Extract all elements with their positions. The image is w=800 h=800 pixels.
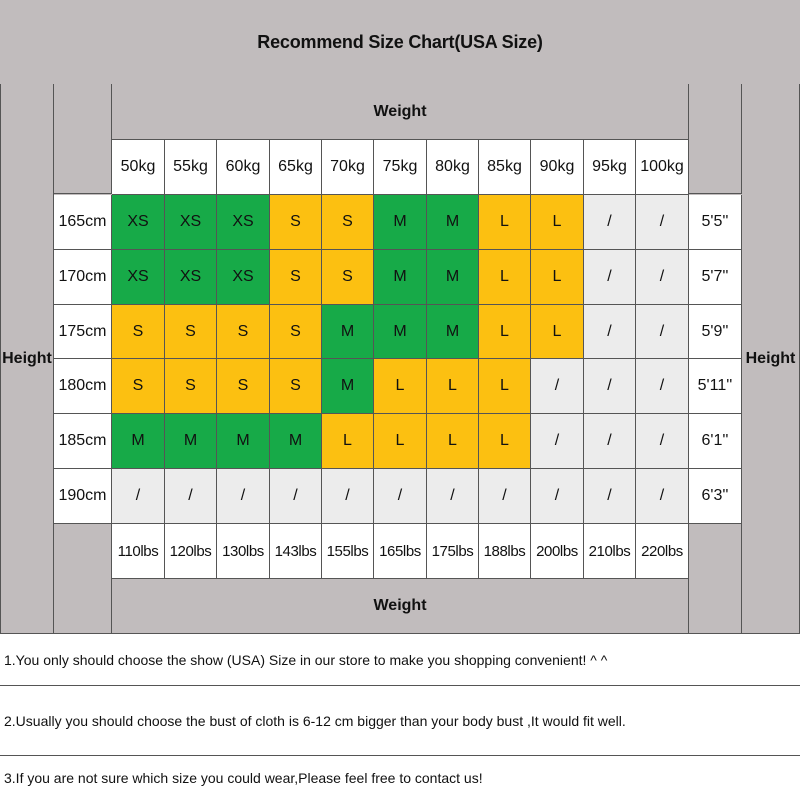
- height-ft-label: 5'11'': [689, 359, 742, 414]
- size-cell: L: [479, 305, 531, 359]
- size-cell: L: [479, 250, 531, 305]
- size-cell: S: [165, 359, 217, 414]
- size-cell: /: [270, 469, 322, 524]
- weight-lbs-label: 165lbs: [374, 524, 427, 579]
- size-cell: /: [636, 469, 689, 524]
- size-cell: L: [531, 250, 584, 305]
- size-cell: S: [322, 195, 374, 250]
- note-3: 3.If you are not sure which size you could wear,Please feel free to contact us!: [0, 756, 800, 800]
- note-1: 1.You only should choose the show (USA) Size in our store to make you shopping convenient! ^ ^: [0, 634, 800, 686]
- weight-kg-header: 80kg: [427, 140, 479, 195]
- size-cell: L: [374, 359, 427, 414]
- height-label-right: Height: [742, 84, 800, 634]
- size-cell: /: [584, 414, 636, 469]
- height-ft-label: 6'1'': [689, 414, 742, 469]
- height-cm-label: 165cm: [54, 195, 112, 250]
- size-cell: XS: [217, 195, 270, 250]
- size-cell: M: [165, 414, 217, 469]
- corner-top-left: [54, 84, 112, 194]
- size-cell: /: [112, 469, 165, 524]
- weight-kg-header: 60kg: [217, 140, 270, 195]
- weight-lbs-label: 143lbs: [270, 524, 322, 579]
- size-cell: XS: [112, 250, 165, 305]
- corner-top-right: [689, 84, 742, 194]
- size-cell: /: [584, 250, 636, 305]
- height-cm-label: 175cm: [54, 305, 112, 359]
- size-cell: /: [584, 359, 636, 414]
- weight-lbs-label: 130lbs: [217, 524, 270, 579]
- size-cell: L: [322, 414, 374, 469]
- size-cell: /: [584, 469, 636, 524]
- size-cell: /: [217, 469, 270, 524]
- size-cell: XS: [165, 195, 217, 250]
- size-cell: M: [217, 414, 270, 469]
- corner-bottom-left: [54, 524, 112, 634]
- size-cell: S: [270, 250, 322, 305]
- size-cell: /: [636, 250, 689, 305]
- size-cell: S: [165, 305, 217, 359]
- size-cell: S: [270, 305, 322, 359]
- weight-header-bottom: Weight: [112, 579, 689, 634]
- size-cell: S: [112, 305, 165, 359]
- size-cell: S: [270, 359, 322, 414]
- size-cell: XS: [165, 250, 217, 305]
- size-cell: /: [636, 305, 689, 359]
- size-cell: L: [531, 305, 584, 359]
- size-cell: M: [427, 195, 479, 250]
- height-ft-label: 5'7'': [689, 250, 742, 305]
- size-chart-grid: [0, 84, 800, 634]
- size-cell: XS: [112, 195, 165, 250]
- size-cell: M: [270, 414, 322, 469]
- size-cell: /: [322, 469, 374, 524]
- weight-lbs-label: 155lbs: [322, 524, 374, 579]
- size-cell: L: [479, 414, 531, 469]
- weight-kg-header: 65kg: [270, 140, 322, 195]
- size-cell: /: [479, 469, 531, 524]
- height-ft-label: 5'9'': [689, 305, 742, 359]
- size-cell: /: [636, 195, 689, 250]
- weight-lbs-label: 220lbs: [636, 524, 689, 579]
- size-cell: M: [374, 195, 427, 250]
- size-cell: M: [374, 250, 427, 305]
- size-cell: S: [217, 305, 270, 359]
- weight-kg-header: 75kg: [374, 140, 427, 195]
- weight-lbs-label: 120lbs: [165, 524, 217, 579]
- weight-kg-header: 70kg: [322, 140, 374, 195]
- corner-bottom-right: [689, 524, 742, 634]
- height-cm-label: 185cm: [54, 414, 112, 469]
- height-ft-label: 5'5'': [689, 195, 742, 250]
- size-cell: XS: [217, 250, 270, 305]
- height-cm-label: 170cm: [54, 250, 112, 305]
- weight-kg-header: 100kg: [636, 140, 689, 195]
- size-cell: L: [479, 359, 531, 414]
- size-cell: M: [374, 305, 427, 359]
- weight-kg-header: 50kg: [112, 140, 165, 195]
- height-cm-label: 190cm: [54, 469, 112, 524]
- height-label-left: Height: [0, 84, 54, 634]
- weight-kg-header: 85kg: [479, 140, 531, 195]
- weight-lbs-label: 188lbs: [479, 524, 531, 579]
- size-cell: /: [374, 469, 427, 524]
- size-cell: M: [322, 359, 374, 414]
- height-ft-label: 6'3'': [689, 469, 742, 524]
- size-cell: /: [636, 359, 689, 414]
- height-cm-label: 180cm: [54, 359, 112, 414]
- size-cell: L: [427, 414, 479, 469]
- size-cell: /: [531, 414, 584, 469]
- size-cell: /: [584, 305, 636, 359]
- size-cell: L: [374, 414, 427, 469]
- size-cell: /: [427, 469, 479, 524]
- size-cell: /: [165, 469, 217, 524]
- size-cell: S: [217, 359, 270, 414]
- size-cell: L: [479, 195, 531, 250]
- note-2: 2.Usually you should choose the bust of cloth is 6-12 cm bigger than your body bust ,It would fit well.: [0, 686, 800, 756]
- size-cell: M: [427, 305, 479, 359]
- size-cell: /: [531, 359, 584, 414]
- size-cell: M: [427, 250, 479, 305]
- size-cell: /: [584, 195, 636, 250]
- size-cell: /: [531, 469, 584, 524]
- weight-kg-header: 55kg: [165, 140, 217, 195]
- size-cell: L: [531, 195, 584, 250]
- weight-kg-header: 90kg: [531, 140, 584, 195]
- weight-lbs-label: 110lbs: [112, 524, 165, 579]
- size-cell: S: [322, 250, 374, 305]
- weight-lbs-label: 210lbs: [584, 524, 636, 579]
- chart-title: Recommend Size Chart(USA Size): [0, 0, 800, 85]
- size-cell: S: [270, 195, 322, 250]
- size-cell: M: [322, 305, 374, 359]
- weight-kg-header: 95kg: [584, 140, 636, 195]
- size-cell: /: [636, 414, 689, 469]
- weight-header-top: Weight: [112, 84, 689, 140]
- size-cell: S: [112, 359, 165, 414]
- size-cell: M: [112, 414, 165, 469]
- weight-lbs-label: 175lbs: [427, 524, 479, 579]
- size-cell: L: [427, 359, 479, 414]
- weight-lbs-label: 200lbs: [531, 524, 584, 579]
